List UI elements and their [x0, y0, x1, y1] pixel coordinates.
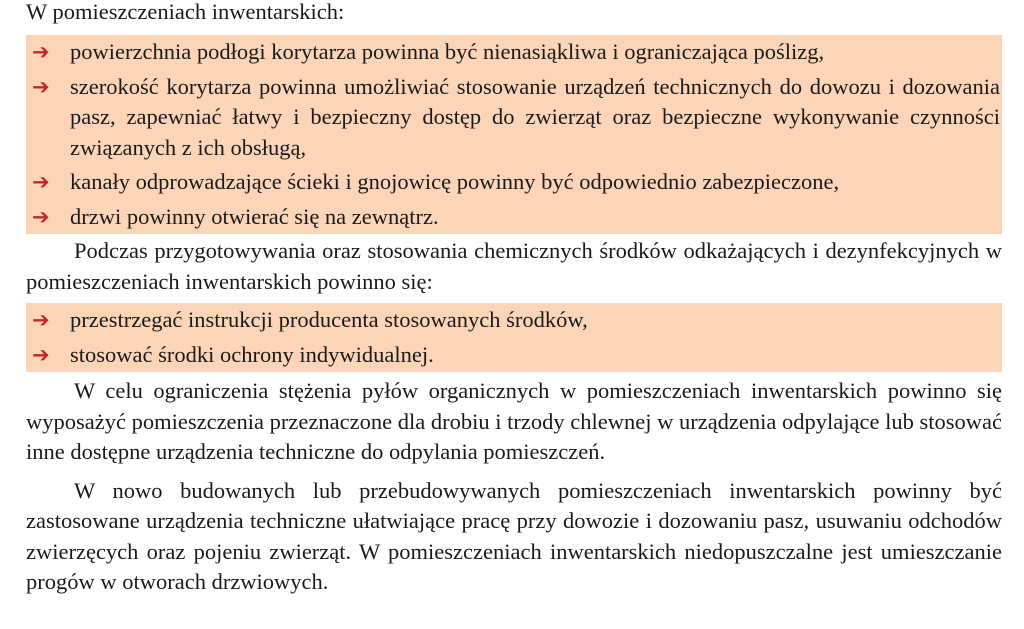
paragraph-dust-control: W celu ograniczenia stężenia pyłów organicznych w pomieszczeniach inwentarskich powinno się wyposażyć pomieszczenia przeznaczone dla drobiu i trzody chlewnej w urządzenia odpylające lub stosować inne dostępne urządzenia techniczne do odpylania pomieszczeń. [26, 378, 1002, 464]
list-item [26, 70, 1000, 166]
section-heading: W pomieszczeniach inwentarskich: [26, 0, 345, 24]
list-item-text: powierzchnia podłogi korytarza powinna być nienasiąkliwa i ograniczająca poślizg, [70, 39, 825, 64]
list-item [26, 303, 1000, 338]
list-item [26, 200, 1000, 235]
highlight-box-requirements [26, 35, 1002, 234]
list-item-text: przestrzegać instrukcji producenta stosowanych środków, [70, 307, 588, 332]
paragraph-new-buildings: W nowo budowanych lub przebudowywanych pomieszczeniach inwentarskich powinny być zastosowane urządzenia techniczne ułatwiające pracę przy dowozie i dozowaniu pasz, usuwaniu odchodów zwierzęcych oraz pojeniu zwierząt. W pomieszczeniach inwentarskich niedopuszczalne jest umieszczanie progów w otworach drzwiowych. [26, 477, 1002, 594]
list-item-text: kanały odprowadzające ścieki i gnojowicę powinny być odpowiednio zabezpieczone, [70, 169, 840, 194]
list-item-text: drzwi powinny otwierać się na zewnątrz. [70, 203, 439, 229]
arrow-right-icon: ➔ [32, 342, 50, 367]
list-item [26, 338, 1000, 373]
arrow-right-icon: ➔ [32, 40, 50, 64]
list-item [26, 165, 1000, 200]
document-page [26, 0, 1002, 598]
list-item-text: szerokość korytarza powinna umożliwiać stosowanie urządzeń technicznych do dowozu i dozowania pasz, zapewniać łatwy i bezpieczny dostęp do zwierząt oraz bezpieczne wykonywanie czynności związanych z ich obsługą, [70, 73, 1000, 160]
list-item-text: stosować środki ochrony indywidualnej. [70, 341, 434, 367]
arrow-right-icon: ➔ [32, 170, 50, 194]
paragraph-disinfection: Podczas przygotowywania oraz stosowania chemicznych środków odkażających i dezynfekcyjnych w pomieszczeniach inwentarskich powinno się: [26, 238, 1002, 294]
arrow-right-icon: ➔ [32, 204, 50, 229]
arrow-right-icon: ➔ [32, 308, 50, 332]
arrow-right-icon: ➔ [32, 74, 50, 99]
highlight-box-disinfection [26, 303, 1002, 372]
list-item [26, 35, 1000, 70]
